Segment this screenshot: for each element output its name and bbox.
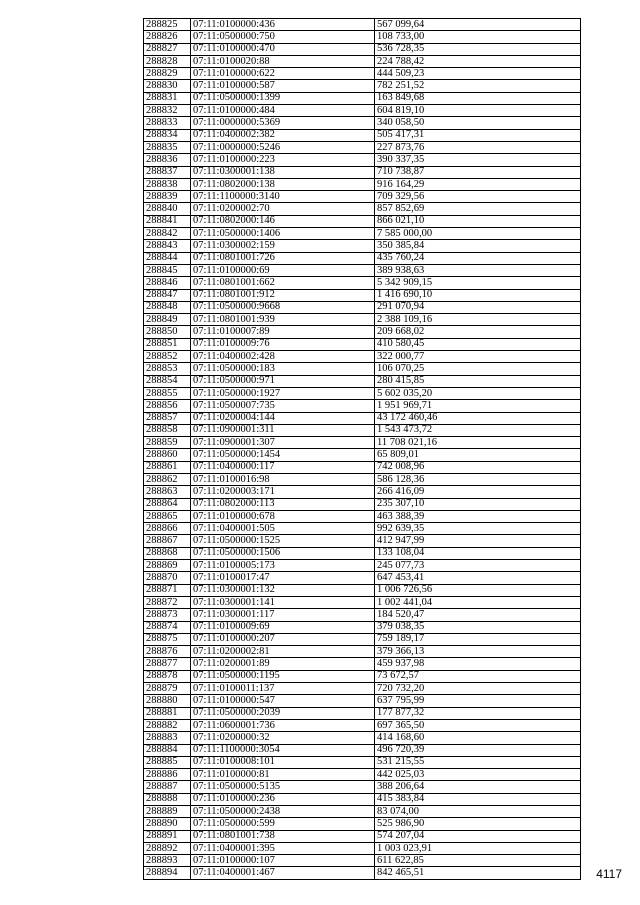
- table-row: [144, 523, 581, 535]
- cadastral-number-cell: 07:11:0300001:132: [191, 584, 375, 596]
- value-cell: 11 708 021,16: [375, 437, 581, 449]
- value-cell: 1 006 726,56: [375, 584, 581, 596]
- row-number-cell: 288858: [144, 424, 191, 436]
- value-cell: 1 002 441,04: [375, 596, 581, 608]
- table-row: [144, 412, 581, 424]
- row-number-cell: 288854: [144, 375, 191, 387]
- table-row: [144, 191, 581, 203]
- value-cell: 266 416,09: [375, 486, 581, 498]
- cadastral-number-cell: 07:11:0400001:505: [191, 523, 375, 535]
- value-cell: 586 128,36: [375, 473, 581, 485]
- table-row: [144, 842, 581, 854]
- row-number-cell: 288880: [144, 695, 191, 707]
- value-cell: 163 849,68: [375, 92, 581, 104]
- row-number-cell: 288856: [144, 400, 191, 412]
- cadastral-number-cell: 07:11:0100000:69: [191, 264, 375, 276]
- value-cell: 611 622,85: [375, 855, 581, 867]
- value-cell: 866 021,10: [375, 215, 581, 227]
- row-number-cell: 288827: [144, 43, 191, 55]
- table-row: [144, 510, 581, 522]
- value-cell: 227 873,76: [375, 141, 581, 153]
- row-number-cell: 288860: [144, 449, 191, 461]
- row-number-cell: 288869: [144, 560, 191, 572]
- table-row: [144, 215, 581, 227]
- row-number-cell: 288892: [144, 842, 191, 854]
- row-number-cell: 288862: [144, 473, 191, 485]
- row-number-cell: 288842: [144, 228, 191, 240]
- cadastral-number-cell: 07:11:0100009:69: [191, 621, 375, 633]
- table-row: [144, 633, 581, 645]
- row-number-cell: 288838: [144, 178, 191, 190]
- value-cell: 7 585 000,00: [375, 228, 581, 240]
- value-cell: 291 070,94: [375, 301, 581, 313]
- row-number-cell: 288845: [144, 264, 191, 276]
- cadastral-number-cell: 07:11:0600001:736: [191, 719, 375, 731]
- records-table: [143, 18, 581, 880]
- value-cell: 567 099,64: [375, 19, 581, 31]
- table-row: [144, 264, 581, 276]
- row-number-cell: 288882: [144, 719, 191, 731]
- table-row: [144, 867, 581, 879]
- row-number-cell: 288861: [144, 461, 191, 473]
- row-number-cell: 288839: [144, 191, 191, 203]
- value-cell: 414 168,60: [375, 732, 581, 744]
- cadastral-number-cell: 07:11:0801001:726: [191, 252, 375, 264]
- value-cell: 379 038,35: [375, 621, 581, 633]
- table-row: [144, 375, 581, 387]
- table-row: [144, 301, 581, 313]
- cadastral-number-cell: 07:11:0400002:382: [191, 129, 375, 141]
- cadastral-number-cell: 07:11:0500000:2438: [191, 806, 375, 818]
- cadastral-number-cell: 07:11:0300001:141: [191, 596, 375, 608]
- value-cell: 709 329,56: [375, 191, 581, 203]
- value-cell: 209 668,02: [375, 326, 581, 338]
- value-cell: 916 164,29: [375, 178, 581, 190]
- row-number-cell: 288885: [144, 756, 191, 768]
- value-cell: 459 937,98: [375, 658, 581, 670]
- value-cell: 637 795,99: [375, 695, 581, 707]
- row-number-cell: 288836: [144, 154, 191, 166]
- cadastral-number-cell: 07:11:0100000:223: [191, 154, 375, 166]
- table-row: [144, 596, 581, 608]
- cadastral-number-cell: 07:11:0200001:89: [191, 658, 375, 670]
- table-row: [144, 240, 581, 252]
- row-number-cell: 288891: [144, 830, 191, 842]
- cadastral-number-cell: 07:11:0100009:76: [191, 338, 375, 350]
- row-number-cell: 288825: [144, 19, 191, 31]
- cadastral-number-cell: 07:11:0500000:1454: [191, 449, 375, 461]
- table-row: [144, 154, 581, 166]
- row-number-cell: 288840: [144, 203, 191, 215]
- value-cell: 531 215,55: [375, 756, 581, 768]
- row-number-cell: 288883: [144, 732, 191, 744]
- cadastral-number-cell: 07:11:0802000:146: [191, 215, 375, 227]
- row-number-cell: 288878: [144, 670, 191, 682]
- table-row: [144, 707, 581, 719]
- row-number-cell: 288850: [144, 326, 191, 338]
- table-row: [144, 228, 581, 240]
- cadastral-number-cell: 07:11:0100000:484: [191, 105, 375, 117]
- table-row: [144, 535, 581, 547]
- value-cell: 536 728,35: [375, 43, 581, 55]
- value-cell: 5 342 909,15: [375, 277, 581, 289]
- table-row: [144, 572, 581, 584]
- table-row: [144, 732, 581, 744]
- table-row: [144, 695, 581, 707]
- value-cell: 710 738,87: [375, 166, 581, 178]
- cadastral-number-cell: 07:11:0500000:1927: [191, 387, 375, 399]
- table-row: [144, 338, 581, 350]
- table-row: [144, 92, 581, 104]
- row-number-cell: 288884: [144, 744, 191, 756]
- cadastral-number-cell: 07:11:0100000:470: [191, 43, 375, 55]
- table-row: [144, 400, 581, 412]
- value-cell: 390 337,35: [375, 154, 581, 166]
- table-row: [144, 683, 581, 695]
- cadastral-number-cell: 07:11:0100011:137: [191, 683, 375, 695]
- cadastral-number-cell: 07:11:0200002:70: [191, 203, 375, 215]
- cadastral-number-cell: 07:11:0500000:971: [191, 375, 375, 387]
- records-table-body: [144, 19, 581, 880]
- table-row: [144, 31, 581, 43]
- row-number-cell: 288887: [144, 781, 191, 793]
- row-number-cell: 288877: [144, 658, 191, 670]
- table-row: [144, 818, 581, 830]
- value-cell: 647 453,41: [375, 572, 581, 584]
- row-number-cell: 288849: [144, 314, 191, 326]
- row-number-cell: 288894: [144, 867, 191, 879]
- cadastral-number-cell: 07:11:0802000:113: [191, 498, 375, 510]
- value-cell: 525 986,90: [375, 818, 581, 830]
- table-row: [144, 55, 581, 67]
- cadastral-number-cell: 07:11:0100007:89: [191, 326, 375, 338]
- table-row: [144, 806, 581, 818]
- table-row: [144, 43, 581, 55]
- row-number-cell: 288888: [144, 793, 191, 805]
- cadastral-number-cell: 07:11:0500000:1406: [191, 228, 375, 240]
- page-number: 4117: [596, 867, 622, 881]
- cadastral-number-cell: 07:11:0801001:939: [191, 314, 375, 326]
- table-row: [144, 105, 581, 117]
- row-number-cell: 288870: [144, 572, 191, 584]
- table-row: [144, 166, 581, 178]
- row-number-cell: 288834: [144, 129, 191, 141]
- row-number-cell: 288881: [144, 707, 191, 719]
- cadastral-number-cell: 07:11:0200004:144: [191, 412, 375, 424]
- cadastral-number-cell: 07:11:0100000:81: [191, 769, 375, 781]
- cadastral-number-cell: 07:11:0400001:395: [191, 842, 375, 854]
- value-cell: 1 543 473,72: [375, 424, 581, 436]
- value-cell: 444 509,23: [375, 68, 581, 80]
- row-number-cell: 288875: [144, 633, 191, 645]
- value-cell: 245 077,73: [375, 560, 581, 572]
- row-number-cell: 288835: [144, 141, 191, 153]
- row-number-cell: 288833: [144, 117, 191, 129]
- table-row: [144, 646, 581, 658]
- row-number-cell: 288831: [144, 92, 191, 104]
- row-number-cell: 288866: [144, 523, 191, 535]
- table-row: [144, 178, 581, 190]
- row-number-cell: 288890: [144, 818, 191, 830]
- cadastral-number-cell: 07:11:0100000:207: [191, 633, 375, 645]
- table-row: [144, 560, 581, 572]
- row-number-cell: 288828: [144, 55, 191, 67]
- row-number-cell: 288876: [144, 646, 191, 658]
- table-row: [144, 117, 581, 129]
- cadastral-number-cell: 07:11:0400001:467: [191, 867, 375, 879]
- cadastral-number-cell: 07:11:0500000:5135: [191, 781, 375, 793]
- row-number-cell: 288832: [144, 105, 191, 117]
- row-number-cell: 288843: [144, 240, 191, 252]
- row-number-cell: 288874: [144, 621, 191, 633]
- table-row: [144, 289, 581, 301]
- value-cell: 435 760,24: [375, 252, 581, 264]
- row-number-cell: 288857: [144, 412, 191, 424]
- row-number-cell: 288844: [144, 252, 191, 264]
- value-cell: 133 108,04: [375, 547, 581, 559]
- table-row: [144, 80, 581, 92]
- cadastral-number-cell: 07:11:0100000:547: [191, 695, 375, 707]
- row-number-cell: 288863: [144, 486, 191, 498]
- row-number-cell: 288872: [144, 596, 191, 608]
- value-cell: 65 809,01: [375, 449, 581, 461]
- value-cell: 496 720,39: [375, 744, 581, 756]
- table-row: [144, 351, 581, 363]
- value-cell: 720 732,20: [375, 683, 581, 695]
- table-row: [144, 719, 581, 731]
- value-cell: 340 058,50: [375, 117, 581, 129]
- table-row: [144, 769, 581, 781]
- value-cell: 782 251,52: [375, 80, 581, 92]
- value-cell: 2 388 109,16: [375, 314, 581, 326]
- table-row: [144, 424, 581, 436]
- table-row: [144, 584, 581, 596]
- cadastral-number-cell: 07:11:0801001:912: [191, 289, 375, 301]
- cadastral-number-cell: 07:11:0000000:5246: [191, 141, 375, 153]
- value-cell: 992 639,35: [375, 523, 581, 535]
- table-row: [144, 314, 581, 326]
- row-number-cell: 288864: [144, 498, 191, 510]
- cadastral-number-cell: 07:11:0000000:5369: [191, 117, 375, 129]
- row-number-cell: 288848: [144, 301, 191, 313]
- cadastral-number-cell: 07:11:0500000:1525: [191, 535, 375, 547]
- value-cell: 442 025,03: [375, 769, 581, 781]
- cadastral-number-cell: 07:11:0500000:599: [191, 818, 375, 830]
- value-cell: 1 416 690,10: [375, 289, 581, 301]
- row-number-cell: 288868: [144, 547, 191, 559]
- cadastral-number-cell: 07:11:0500000:2039: [191, 707, 375, 719]
- cadastral-number-cell: 07:11:0500000:1506: [191, 547, 375, 559]
- cadastral-number-cell: 07:11:0500000:183: [191, 363, 375, 375]
- value-cell: 235 307,10: [375, 498, 581, 510]
- cadastral-number-cell: 07:11:0500000:1195: [191, 670, 375, 682]
- row-number-cell: 288886: [144, 769, 191, 781]
- table-row: [144, 141, 581, 153]
- row-number-cell: 288871: [144, 584, 191, 596]
- cadastral-number-cell: 07:11:0100016:98: [191, 473, 375, 485]
- row-number-cell: 288837: [144, 166, 191, 178]
- cadastral-number-cell: 07:11:0802000:138: [191, 178, 375, 190]
- value-cell: 857 852,69: [375, 203, 581, 215]
- value-cell: 742 008,96: [375, 461, 581, 473]
- value-cell: 412 947,99: [375, 535, 581, 547]
- cadastral-number-cell: 07:11:0100005:173: [191, 560, 375, 572]
- cadastral-number-cell: 07:11:0500000:750: [191, 31, 375, 43]
- row-number-cell: 288853: [144, 363, 191, 375]
- value-cell: 759 189,17: [375, 633, 581, 645]
- table-row: [144, 658, 581, 670]
- table-row: [144, 437, 581, 449]
- cadastral-number-cell: 07:11:0300001:117: [191, 609, 375, 621]
- value-cell: 224 788,42: [375, 55, 581, 67]
- value-cell: 410 580,45: [375, 338, 581, 350]
- row-number-cell: 288841: [144, 215, 191, 227]
- table-row: [144, 670, 581, 682]
- cadastral-number-cell: 07:11:0100000:678: [191, 510, 375, 522]
- table-row: [144, 609, 581, 621]
- cadastral-number-cell: 07:11:0500000:9668: [191, 301, 375, 313]
- row-number-cell: 288826: [144, 31, 191, 43]
- table-row: [144, 781, 581, 793]
- table-row: [144, 461, 581, 473]
- cadastral-number-cell: 07:11:0500007:735: [191, 400, 375, 412]
- row-number-cell: 288829: [144, 68, 191, 80]
- value-cell: 5 602 035,20: [375, 387, 581, 399]
- cadastral-number-cell: 07:11:0100000:587: [191, 80, 375, 92]
- table-row: [144, 498, 581, 510]
- table-row: [144, 252, 581, 264]
- row-number-cell: 288889: [144, 806, 191, 818]
- cadastral-number-cell: 07:11:0400000:117: [191, 461, 375, 473]
- cadastral-number-cell: 07:11:1100000:3054: [191, 744, 375, 756]
- cadastral-number-cell: 07:11:0100000:107: [191, 855, 375, 867]
- table-row: [144, 855, 581, 867]
- cadastral-number-cell: 07:11:0100000:436: [191, 19, 375, 31]
- value-cell: 322 000,77: [375, 351, 581, 363]
- value-cell: 43 172 460,46: [375, 412, 581, 424]
- row-number-cell: 288865: [144, 510, 191, 522]
- cadastral-number-cell: 07:11:0100008:101: [191, 756, 375, 768]
- cadastral-number-cell: 07:11:0100017:47: [191, 572, 375, 584]
- cadastral-number-cell: 07:11:0100020:88: [191, 55, 375, 67]
- value-cell: 463 388,39: [375, 510, 581, 522]
- table-row: [144, 744, 581, 756]
- table-row: [144, 68, 581, 80]
- cadastral-number-cell: 07:11:0300002:159: [191, 240, 375, 252]
- table-row: [144, 449, 581, 461]
- value-cell: 108 733,00: [375, 31, 581, 43]
- table-row: [144, 277, 581, 289]
- value-cell: 697 365,50: [375, 719, 581, 731]
- table-row: [144, 621, 581, 633]
- table-row: [144, 387, 581, 399]
- cadastral-number-cell: 07:11:0400002:428: [191, 351, 375, 363]
- cadastral-number-cell: 07:11:0900001:307: [191, 437, 375, 449]
- row-number-cell: 288855: [144, 387, 191, 399]
- value-cell: 177 877,32: [375, 707, 581, 719]
- row-number-cell: 288830: [144, 80, 191, 92]
- value-cell: 280 415,85: [375, 375, 581, 387]
- value-cell: 1 951 969,71: [375, 400, 581, 412]
- value-cell: 389 938,63: [375, 264, 581, 276]
- row-number-cell: 288893: [144, 855, 191, 867]
- value-cell: 574 207,04: [375, 830, 581, 842]
- table-row: [144, 473, 581, 485]
- row-number-cell: 288859: [144, 437, 191, 449]
- value-cell: 83 074,00: [375, 806, 581, 818]
- table-row: [144, 793, 581, 805]
- value-cell: 505 417,31: [375, 129, 581, 141]
- value-cell: 184 520,47: [375, 609, 581, 621]
- value-cell: 1 003 023,91: [375, 842, 581, 854]
- row-number-cell: 288847: [144, 289, 191, 301]
- table-row: [144, 830, 581, 842]
- table-row: [144, 129, 581, 141]
- value-cell: 379 366,13: [375, 646, 581, 658]
- value-cell: 604 819,10: [375, 105, 581, 117]
- row-number-cell: 288851: [144, 338, 191, 350]
- value-cell: 842 465,51: [375, 867, 581, 879]
- cadastral-number-cell: 07:11:0200000:32: [191, 732, 375, 744]
- cadastral-number-cell: 07:11:0500000:1399: [191, 92, 375, 104]
- table-row: [144, 363, 581, 375]
- value-cell: 106 070,25: [375, 363, 581, 375]
- row-number-cell: 288873: [144, 609, 191, 621]
- table-row: [144, 486, 581, 498]
- value-cell: 388 206,64: [375, 781, 581, 793]
- cadastral-number-cell: 07:11:0200003:171: [191, 486, 375, 498]
- cadastral-number-cell: 07:11:0100000:236: [191, 793, 375, 805]
- row-number-cell: 288867: [144, 535, 191, 547]
- value-cell: 73 672,57: [375, 670, 581, 682]
- table-row: [144, 326, 581, 338]
- cadastral-number-cell: 07:11:0100000:622: [191, 68, 375, 80]
- table-row: [144, 547, 581, 559]
- row-number-cell: 288852: [144, 351, 191, 363]
- table-row: [144, 756, 581, 768]
- cadastral-number-cell: 07:11:1100000:3140: [191, 191, 375, 203]
- cadastral-number-cell: 07:11:0200002:81: [191, 646, 375, 658]
- cadastral-number-cell: 07:11:0801001:738: [191, 830, 375, 842]
- value-cell: 350 385,84: [375, 240, 581, 252]
- table-row: [144, 19, 581, 31]
- table-row: [144, 203, 581, 215]
- value-cell: 415 383,84: [375, 793, 581, 805]
- cadastral-number-cell: 07:11:0300001:138: [191, 166, 375, 178]
- row-number-cell: 288846: [144, 277, 191, 289]
- cadastral-number-cell: 07:11:0801001:662: [191, 277, 375, 289]
- cadastral-number-cell: 07:11:0900001:311: [191, 424, 375, 436]
- row-number-cell: 288879: [144, 683, 191, 695]
